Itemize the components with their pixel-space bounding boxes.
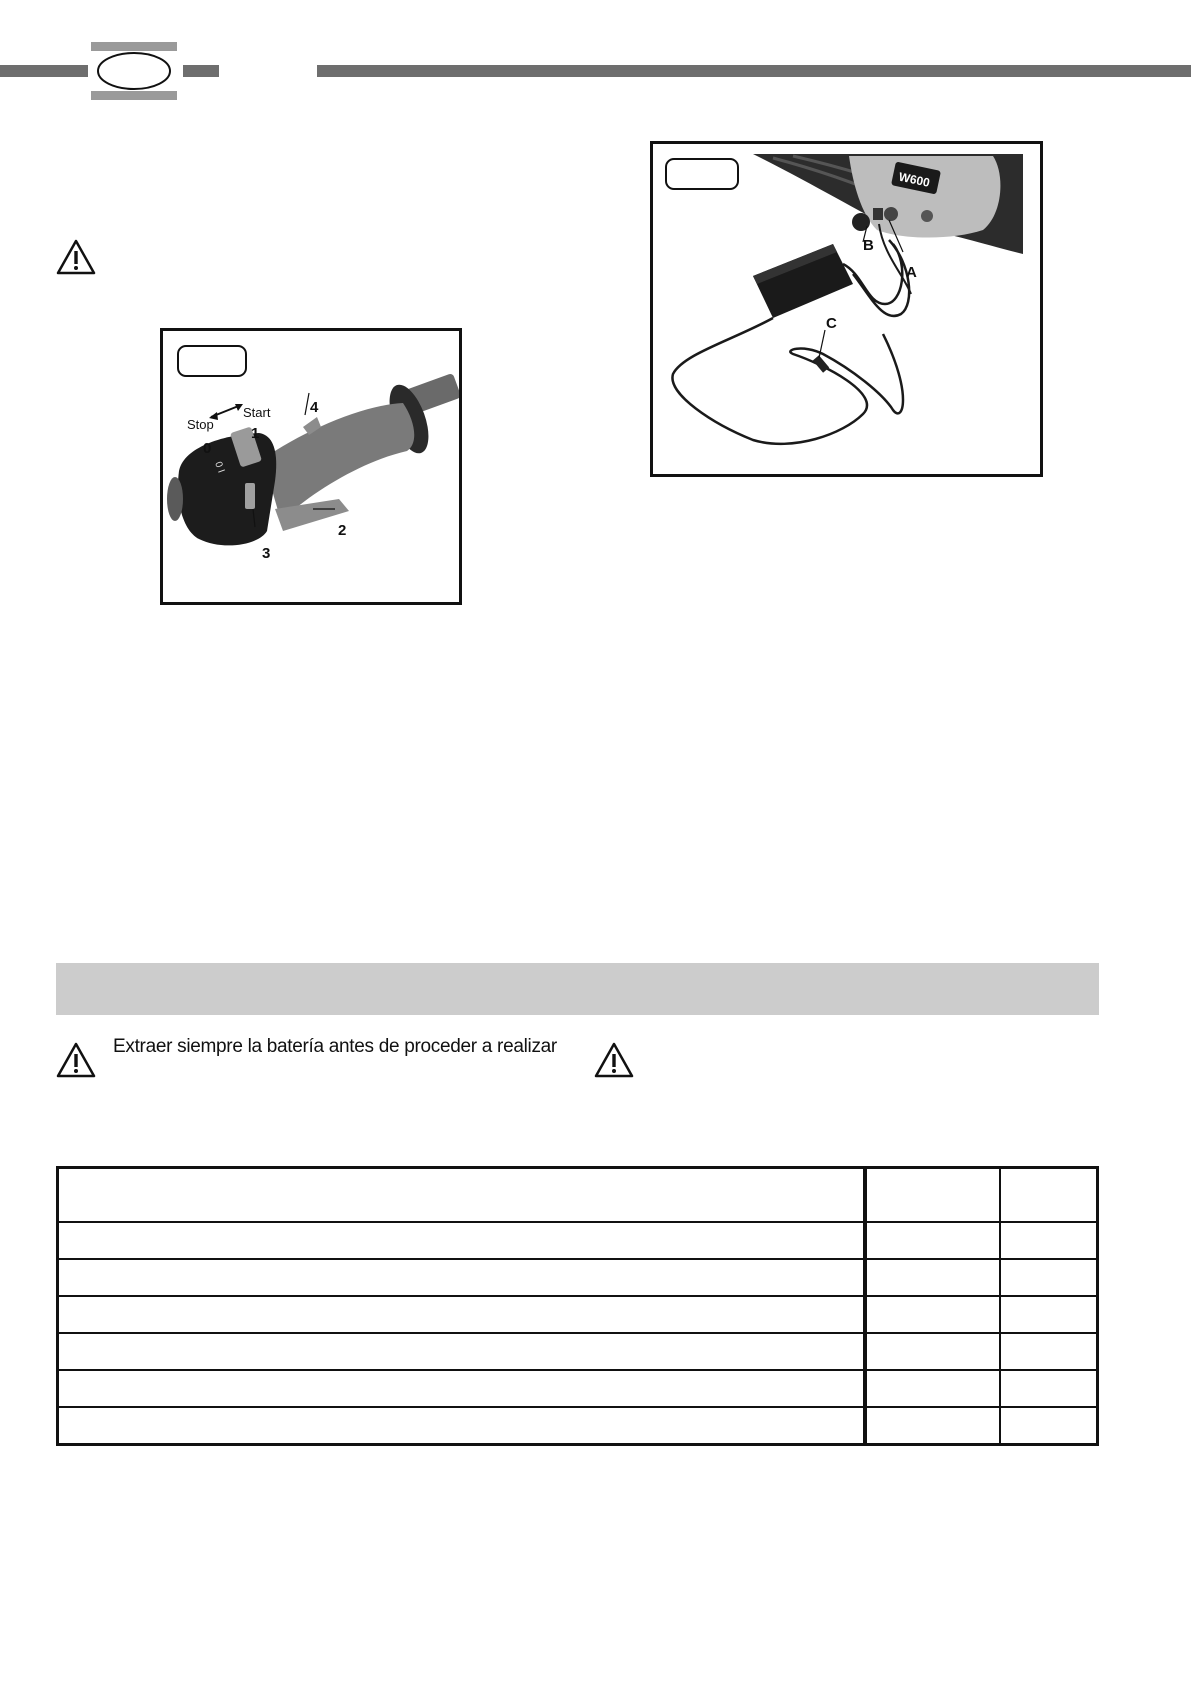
callout-position-0: 0	[203, 440, 212, 457]
header-bar-left	[0, 65, 88, 77]
charger-illustration	[653, 144, 1040, 474]
table-cell	[865, 1222, 1000, 1259]
table-header-cell-interval-2	[1000, 1168, 1097, 1223]
table-cell	[1000, 1407, 1097, 1445]
table-cell	[865, 1370, 1000, 1407]
table-cell	[1000, 1259, 1097, 1296]
callout-letter-a: A	[906, 264, 917, 281]
table-row	[58, 1296, 1098, 1333]
table-cell	[865, 1259, 1000, 1296]
warning-icon-right	[593, 1041, 635, 1084]
table-row	[58, 1333, 1098, 1370]
table-cell	[1000, 1333, 1097, 1370]
section-heading-band	[56, 963, 1099, 1015]
warning-icon-left	[55, 1041, 97, 1084]
header-bar-mid	[183, 65, 219, 77]
table-cell	[58, 1370, 865, 1407]
brand-label: W600	[897, 169, 932, 190]
callout-number-4: 4	[310, 399, 319, 416]
figure-battery-charger	[650, 141, 1043, 477]
warning-text-battery: Extraer siempre la batería antes de proceder a realizar	[113, 1036, 557, 1057]
table-cell	[865, 1333, 1000, 1370]
handle-illustration	[163, 331, 459, 602]
table-cell	[1000, 1296, 1097, 1333]
language-badge-graphic	[91, 42, 177, 100]
table-cell	[58, 1407, 865, 1445]
figure-handle-switch	[160, 328, 462, 605]
table-header-row	[58, 1168, 1098, 1223]
callout-number-3: 3	[262, 545, 271, 562]
warning-icon	[55, 238, 97, 281]
table-row	[58, 1222, 1098, 1259]
table-cell	[58, 1222, 865, 1259]
table-cell	[58, 1296, 865, 1333]
table-cell	[865, 1296, 1000, 1333]
table-header-cell-task	[58, 1168, 865, 1223]
table-cell	[58, 1333, 865, 1370]
callout-position-1: 1	[251, 425, 260, 442]
table-cell	[1000, 1370, 1097, 1407]
table-cell	[58, 1259, 865, 1296]
callout-letter-b: B	[863, 237, 874, 254]
table-cell	[1000, 1222, 1097, 1259]
switch-marks: 0 I	[212, 460, 227, 475]
table-row	[58, 1370, 1098, 1407]
callout-number-2: 2	[338, 522, 347, 539]
table-row	[58, 1259, 1098, 1296]
callout-letter-c: C	[826, 315, 837, 332]
table-header-cell-interval-1	[865, 1168, 1000, 1223]
callout-start: Start	[243, 405, 271, 420]
maintenance-table	[56, 1166, 1099, 1446]
callout-stop: Stop	[187, 417, 214, 432]
table-row	[58, 1407, 1098, 1445]
header-bar-right	[317, 65, 1191, 77]
table-cell	[865, 1407, 1000, 1445]
language-badge	[91, 42, 177, 100]
